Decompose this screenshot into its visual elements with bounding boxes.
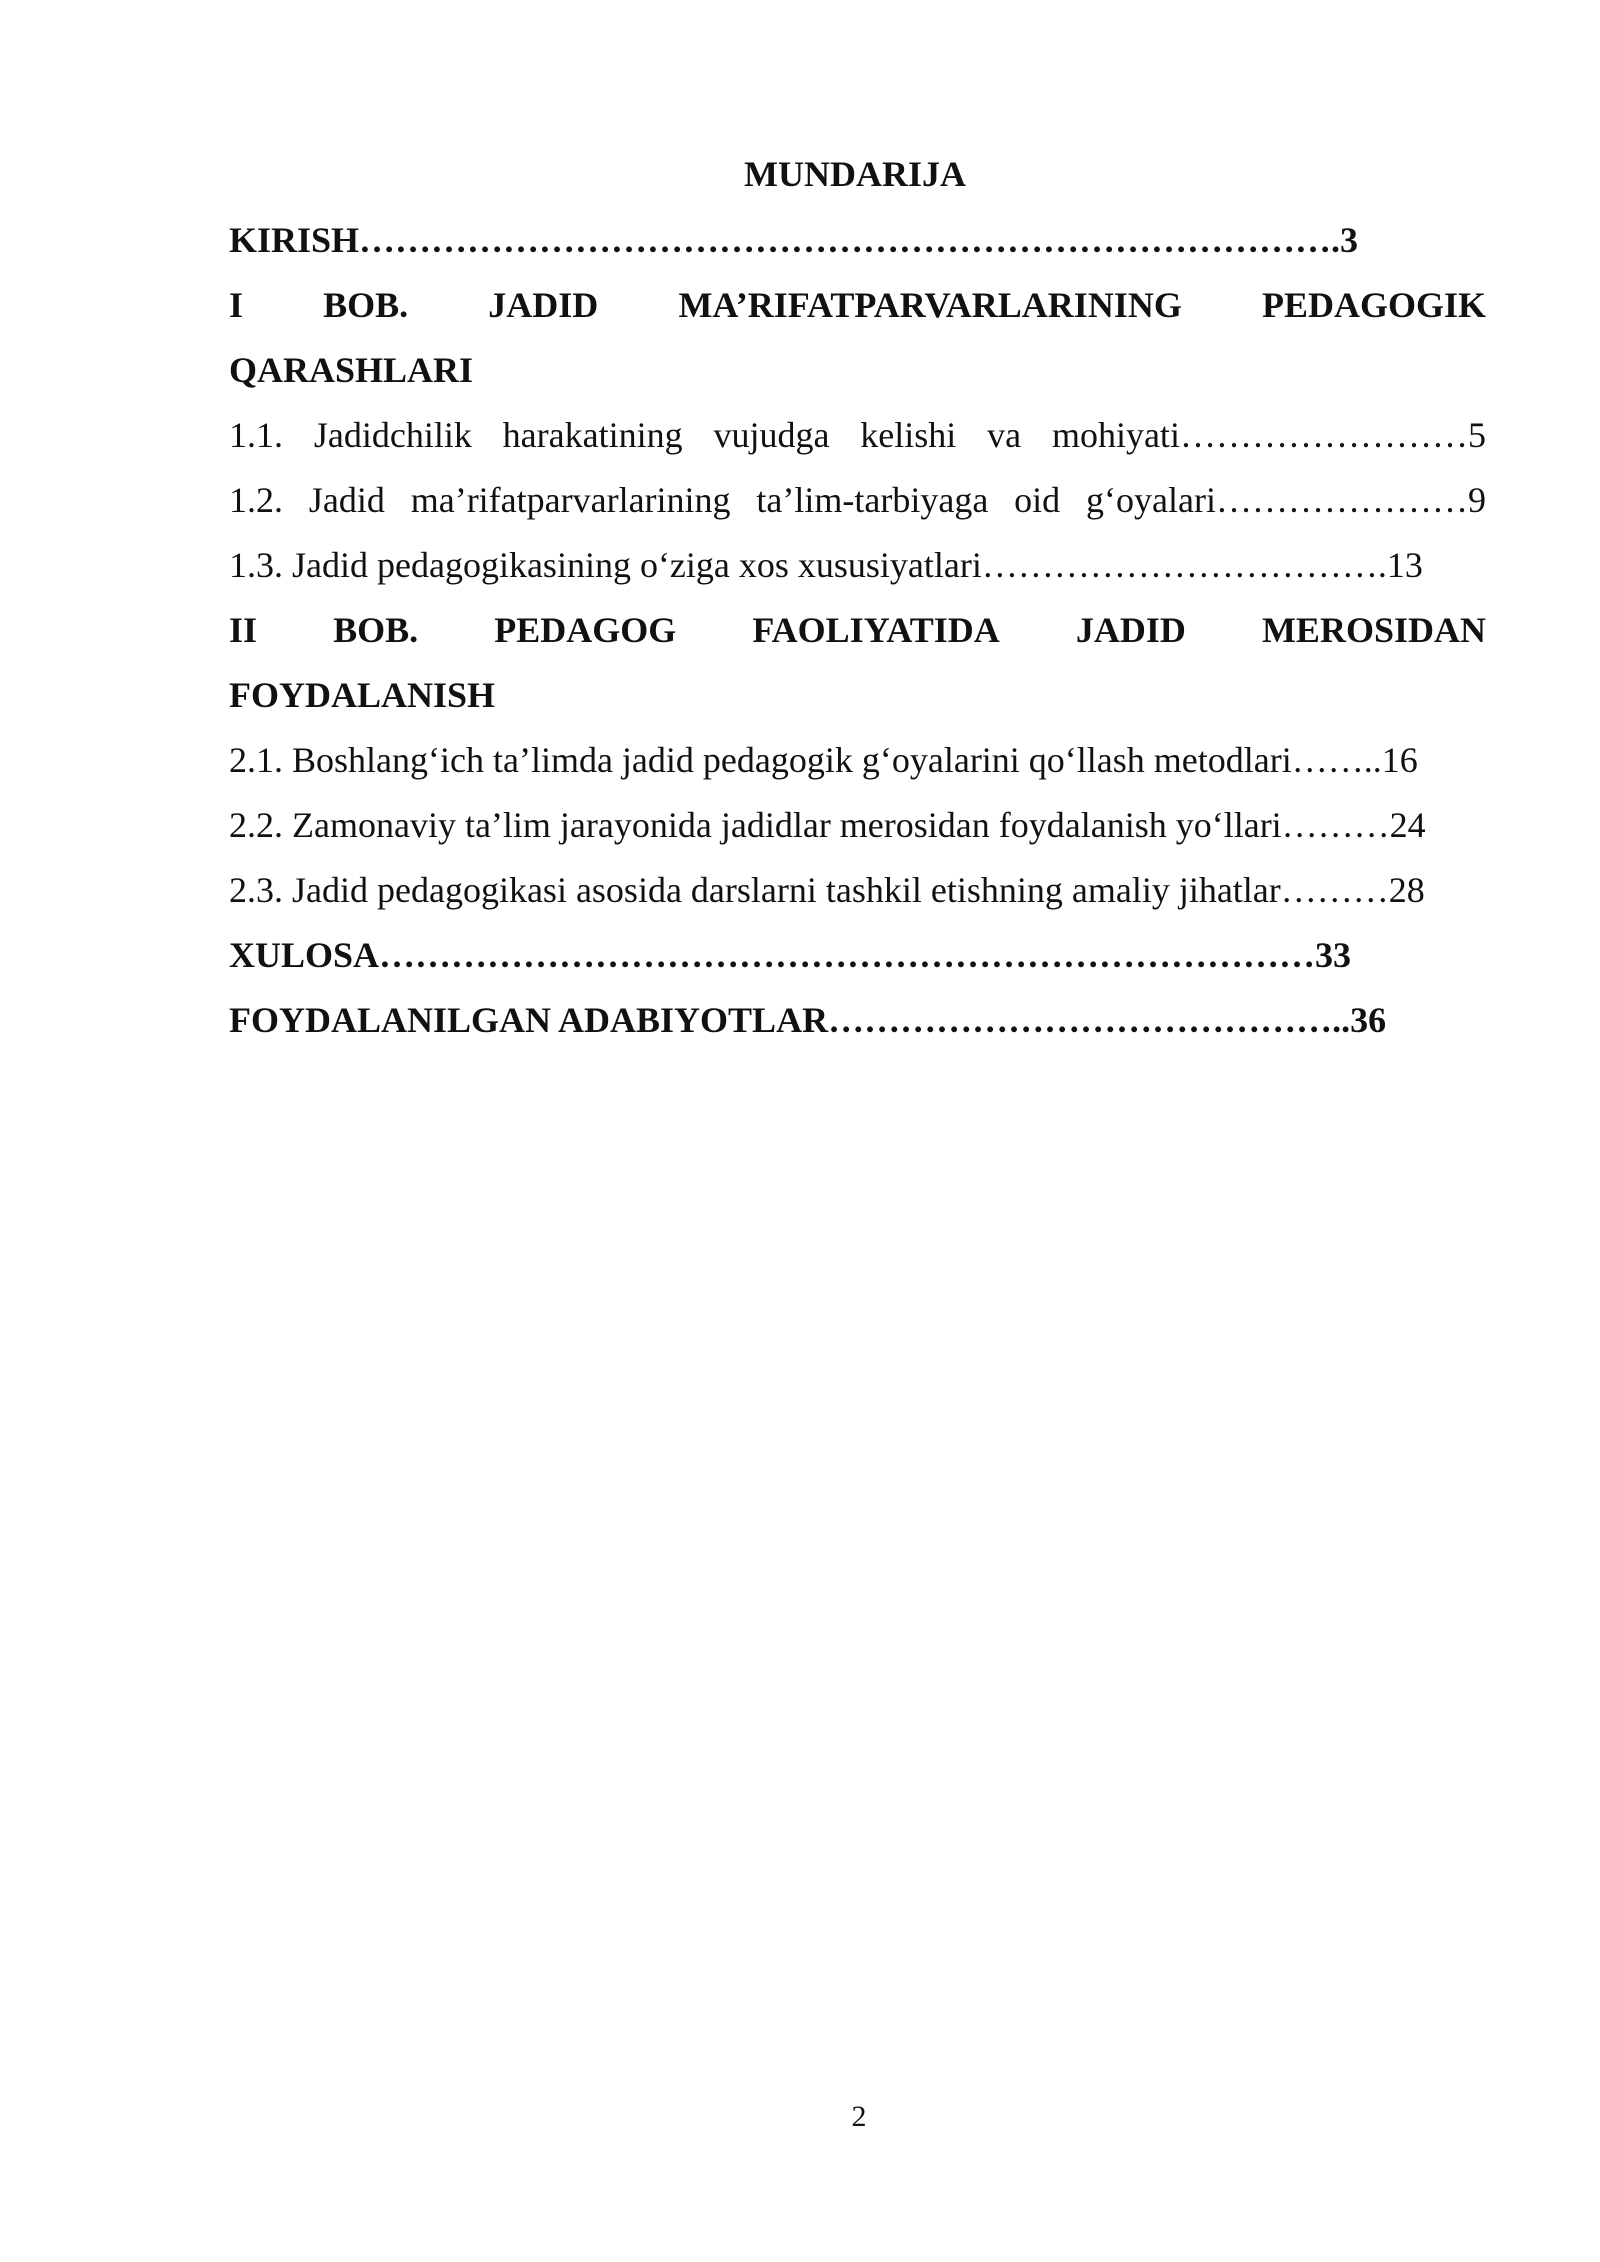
toc-word: BOB. [333,610,419,650]
toc-entry-2-1[interactable]: 2.1. Boshlang‘ich ta’limda jadid pedagogik g‘oyalarini qo‘llash metodlari……..16 [229,740,1418,780]
toc-entry-chapter-2-continued[interactable]: FOYDALANISH [229,675,496,715]
toc-word: MA’RIFATPARVARLARINING [678,285,1182,325]
toc-word: PEDAGOG [494,610,677,650]
toc-entry-2-2[interactable]: 2.2. Zamonaviy ta’lim jarayonida jadidlar merosidan foydalanish yo‘llari………24 [229,805,1426,845]
toc-word: oid [1014,480,1061,520]
toc-word: FAOLIYATIDA [752,610,1000,650]
toc-word: g‘oyalari…………………9 [1086,480,1486,520]
toc-word: ma’rifatparvarlarining [410,480,731,520]
toc-entry-xulosa[interactable]: XULOSA……………………………………………………………………33 [229,935,1352,975]
toc-entry-chapter-2[interactable] [229,608,1486,652]
toc-entry-1-1[interactable] [229,413,1486,457]
toc-entry-adabiyotlar[interactable]: FOYDALANILGAN ADABIYOTLAR……………………………………..36 [229,1000,1387,1040]
toc-word: JADID [488,285,599,325]
toc-entry-kirish[interactable]: KIRISH……………………………………………………………………….3 [229,220,1359,260]
toc-word: MEROSIDAN [1261,610,1486,650]
toc-word: I [229,285,244,325]
toc-word: 1.1. [229,415,283,455]
toc-entry-2-3[interactable]: 2.3. Jadid pedagogikasi asosida darslarni tashkil etishning amaliy jihatlar………28 [229,870,1425,910]
toc-word: 1.2. [229,480,283,520]
toc-word: va [987,415,1022,455]
toc-word: Jadidchilik [313,415,472,455]
toc-entry-1-3[interactable]: 1.3. Jadid pedagogikasining o‘ziga xos xususiyatlari…………………………….13 [229,545,1423,585]
toc-word: ta’lim-tarbiyaga [756,480,989,520]
toc-word: harakatining [502,415,683,455]
toc-entry-1-2[interactable] [229,478,1486,522]
toc-word: vujudga [713,415,830,455]
toc-word: JADID [1075,610,1186,650]
page-number: 2 [851,2100,867,2133]
toc-word: Jadid [308,480,385,520]
toc-word: kelishi [860,415,957,455]
page-title: MUNDARIJA [744,154,966,194]
toc-entry-chapter-1[interactable] [229,283,1486,327]
toc-word: BOB. [323,285,409,325]
toc-word: mohiyati……………………5 [1051,415,1486,455]
toc-word: II [229,610,258,650]
toc-word: PEDAGOGIK [1261,285,1486,325]
toc-entry-chapter-1-continued[interactable]: QARASHLARI [229,350,474,390]
